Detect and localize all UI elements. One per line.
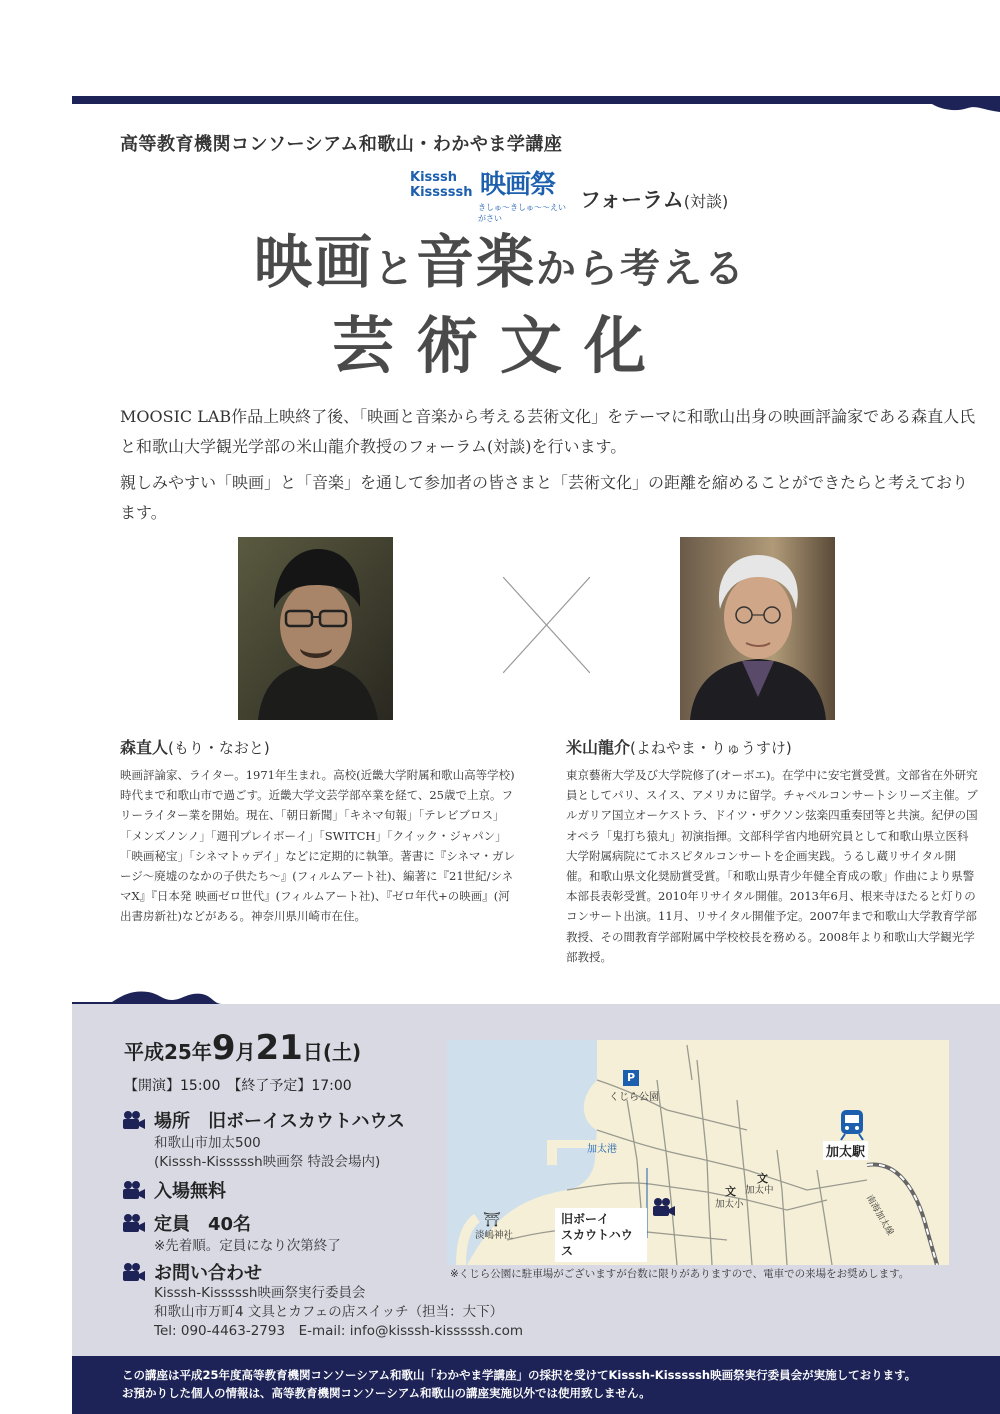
shrine-icon: ⛩	[483, 1212, 501, 1228]
contact-address: 和歌山市万町4 文具とカフェの店スイッチ（担当：大下）	[154, 1304, 504, 1320]
map-label-venue: 旧ボーイ スカウトハウス	[555, 1208, 647, 1262]
capacity-note: ※先着順。定員になり次第終了	[154, 1238, 341, 1254]
footer-line: この講座は平成25年度高等教育機関コンソーシアム和歌山「わかやま学講座」の採択を受けてKisssh-Kisssssh映画祭実行委員会が実施しております。	[122, 1368, 917, 1382]
speaker-bio-text: 東京藝術大学及び大学院修了(オーボエ)。在学中に安宅賞受賞。文部省在外研究員としてパリ、スイス、アメリカに留学。チャペルコンサートシリーズ主催。ブルガリア国立オーケストラ、ドイツ・ザクソン弦楽四重奏団等と共演。紀伊の国オペラ「鬼打ち猿丸」初演指揮。文部科学省内地研究員として和歌山県立医科大学附属病院にてホスピタルコンサートを企画実践。うるし蔵リサイタル開催。和歌山県文化奨励賞受賞。「和歌山県青少年健全育成の歌」作曲により県警本部長表彰受賞。2010年リサイタル開催。2013年6月、根来寺ほたると灯りのコンサート出演。11月、リサイタル開催予定。2007年まで和歌山大学教育学部教授、その間教育学部附属中学校校長を務める。2008年より和歌山大学観光学部教授。	[566, 768, 978, 964]
festival-logo-row	[410, 170, 729, 223]
school-icon: 文	[725, 1185, 736, 1198]
intro-paragraph: MOOSIC LAB作品上映終了後、「映画と音楽から考える芸術文化」をテーマに和歌山出身の映画評論家である森直人氏と和歌山大学観光学部の米山龍介教授のフォーラム(対談)を行います。	[120, 407, 976, 456]
map-label-shrine: 淡嶋神社	[475, 1230, 514, 1241]
contact-details	[154, 1284, 523, 1341]
organizer-header: 高等教育機関コンソーシアム和歌山・わかやま学講座	[120, 134, 563, 155]
venue-camera-icon	[651, 1197, 677, 1217]
footer-line: お預かりした個人の情報は、高等教育機関コンソーシアム和歌山の講座実施以外では使用致しません。	[122, 1386, 651, 1400]
forum-heading: フォーラム(対談)	[580, 188, 729, 212]
school-icon: 文	[757, 1172, 768, 1185]
venue-item: 場所 旧ボーイスカウトハウス	[122, 1107, 405, 1133]
logo-latin-text: Kisssh Kisssssh	[410, 170, 473, 200]
movie-camera-icon	[122, 1110, 146, 1130]
map-note: ※くじら公園に駐車場がございますが台数に限りがありますので、電車での来場をお奨めします。	[450, 1268, 910, 1280]
top-wave-band	[72, 96, 1000, 118]
speaker-bio-yoneyama	[566, 737, 978, 967]
event-date: 平成25年9月21日(土)	[124, 1028, 362, 1068]
intro-paragraph: 親しみやすい「映画」と「音楽」を通して参加者の皆さまと「芸術文化」の距離を縮めることができたらと考えております。	[120, 473, 969, 522]
speaker-bio-text: 映画評論家、ライター。1971年生まれ。高校(近畿大学附属和歌山高等学校)時代まで和歌山市で過ごす。近畿大学文芸学部卒業を経て、25歳で上京。フリーライター業を開始。現在、「朝日新聞」「キネマ旬報」「テレビブロス」「メンズノンノ」「週刊プレイボーイ」「SWITCH」「クイック・ジャパン」「映画秘宝」「シネマトゥデイ」などに定期的に執筆。著書に『シネマ・ガレージ～廃墟のなかの子供たち～』(フィルムアート社)、編著に『21世紀/シネマX』『日本発 映画ゼロ世代』(フィルムアート社)、『ゼロ年代+の映画』(河出書房新社)などがある。神奈川県川崎市在住。	[120, 768, 515, 924]
capacity-item: 定員 40名	[122, 1210, 251, 1236]
speaker-bio-mori	[120, 737, 515, 927]
map-label-jhs: 加太中	[745, 1185, 774, 1196]
event-time: 【開演】15:00 【終了予定】17:00	[124, 1078, 352, 1094]
map-label-port: 加太港	[587, 1144, 617, 1155]
map-label-station: 加太駅	[823, 1141, 868, 1160]
main-title-line2: 芸術文化	[331, 309, 668, 382]
movie-camera-icon	[122, 1213, 146, 1233]
contact-org: Kisssh-Kisssssh映画祭実行委員会	[154, 1285, 366, 1301]
main-title-line1: 映画と音楽から考える	[253, 228, 747, 296]
speaker-name: 米山龍介(よねやま・りゅうすけ)	[566, 738, 792, 757]
logo-kanji-text: 映画祭	[480, 170, 556, 200]
contact-tel-email: Tel: 090-4463-2793 E-mail: info@kisssh-kisssssh.com	[154, 1323, 524, 1339]
festival-logo	[410, 170, 570, 223]
intro-text	[120, 402, 980, 528]
movie-camera-icon	[122, 1262, 146, 1282]
admission-item: 入場無料	[122, 1177, 226, 1203]
footer-band	[72, 1356, 1000, 1414]
speaker-photo-yoneyama	[680, 537, 835, 720]
movie-camera-icon	[122, 1180, 146, 1200]
access-map	[447, 1040, 949, 1265]
parking-icon: P	[623, 1070, 639, 1086]
versus-cross	[503, 577, 590, 673]
contact-item: お問い合わせ	[122, 1259, 262, 1285]
speaker-photo-mori	[238, 537, 393, 720]
venue-address: 和歌山市加太500 (Kisssh-Kisssssh映画祭 特設会場内)	[154, 1135, 381, 1170]
map-label-es: 加太小	[715, 1199, 744, 1210]
speaker-name: 森直人(もり・なおと)	[120, 738, 270, 757]
map-label-railway: 南海加太線	[863, 1193, 895, 1238]
logo-ruby-text: きしゅ〜きしゅ〜〜えいがさい	[478, 203, 566, 223]
map-label-park: くじら公園	[609, 1092, 659, 1103]
train-icon	[837, 1108, 867, 1144]
